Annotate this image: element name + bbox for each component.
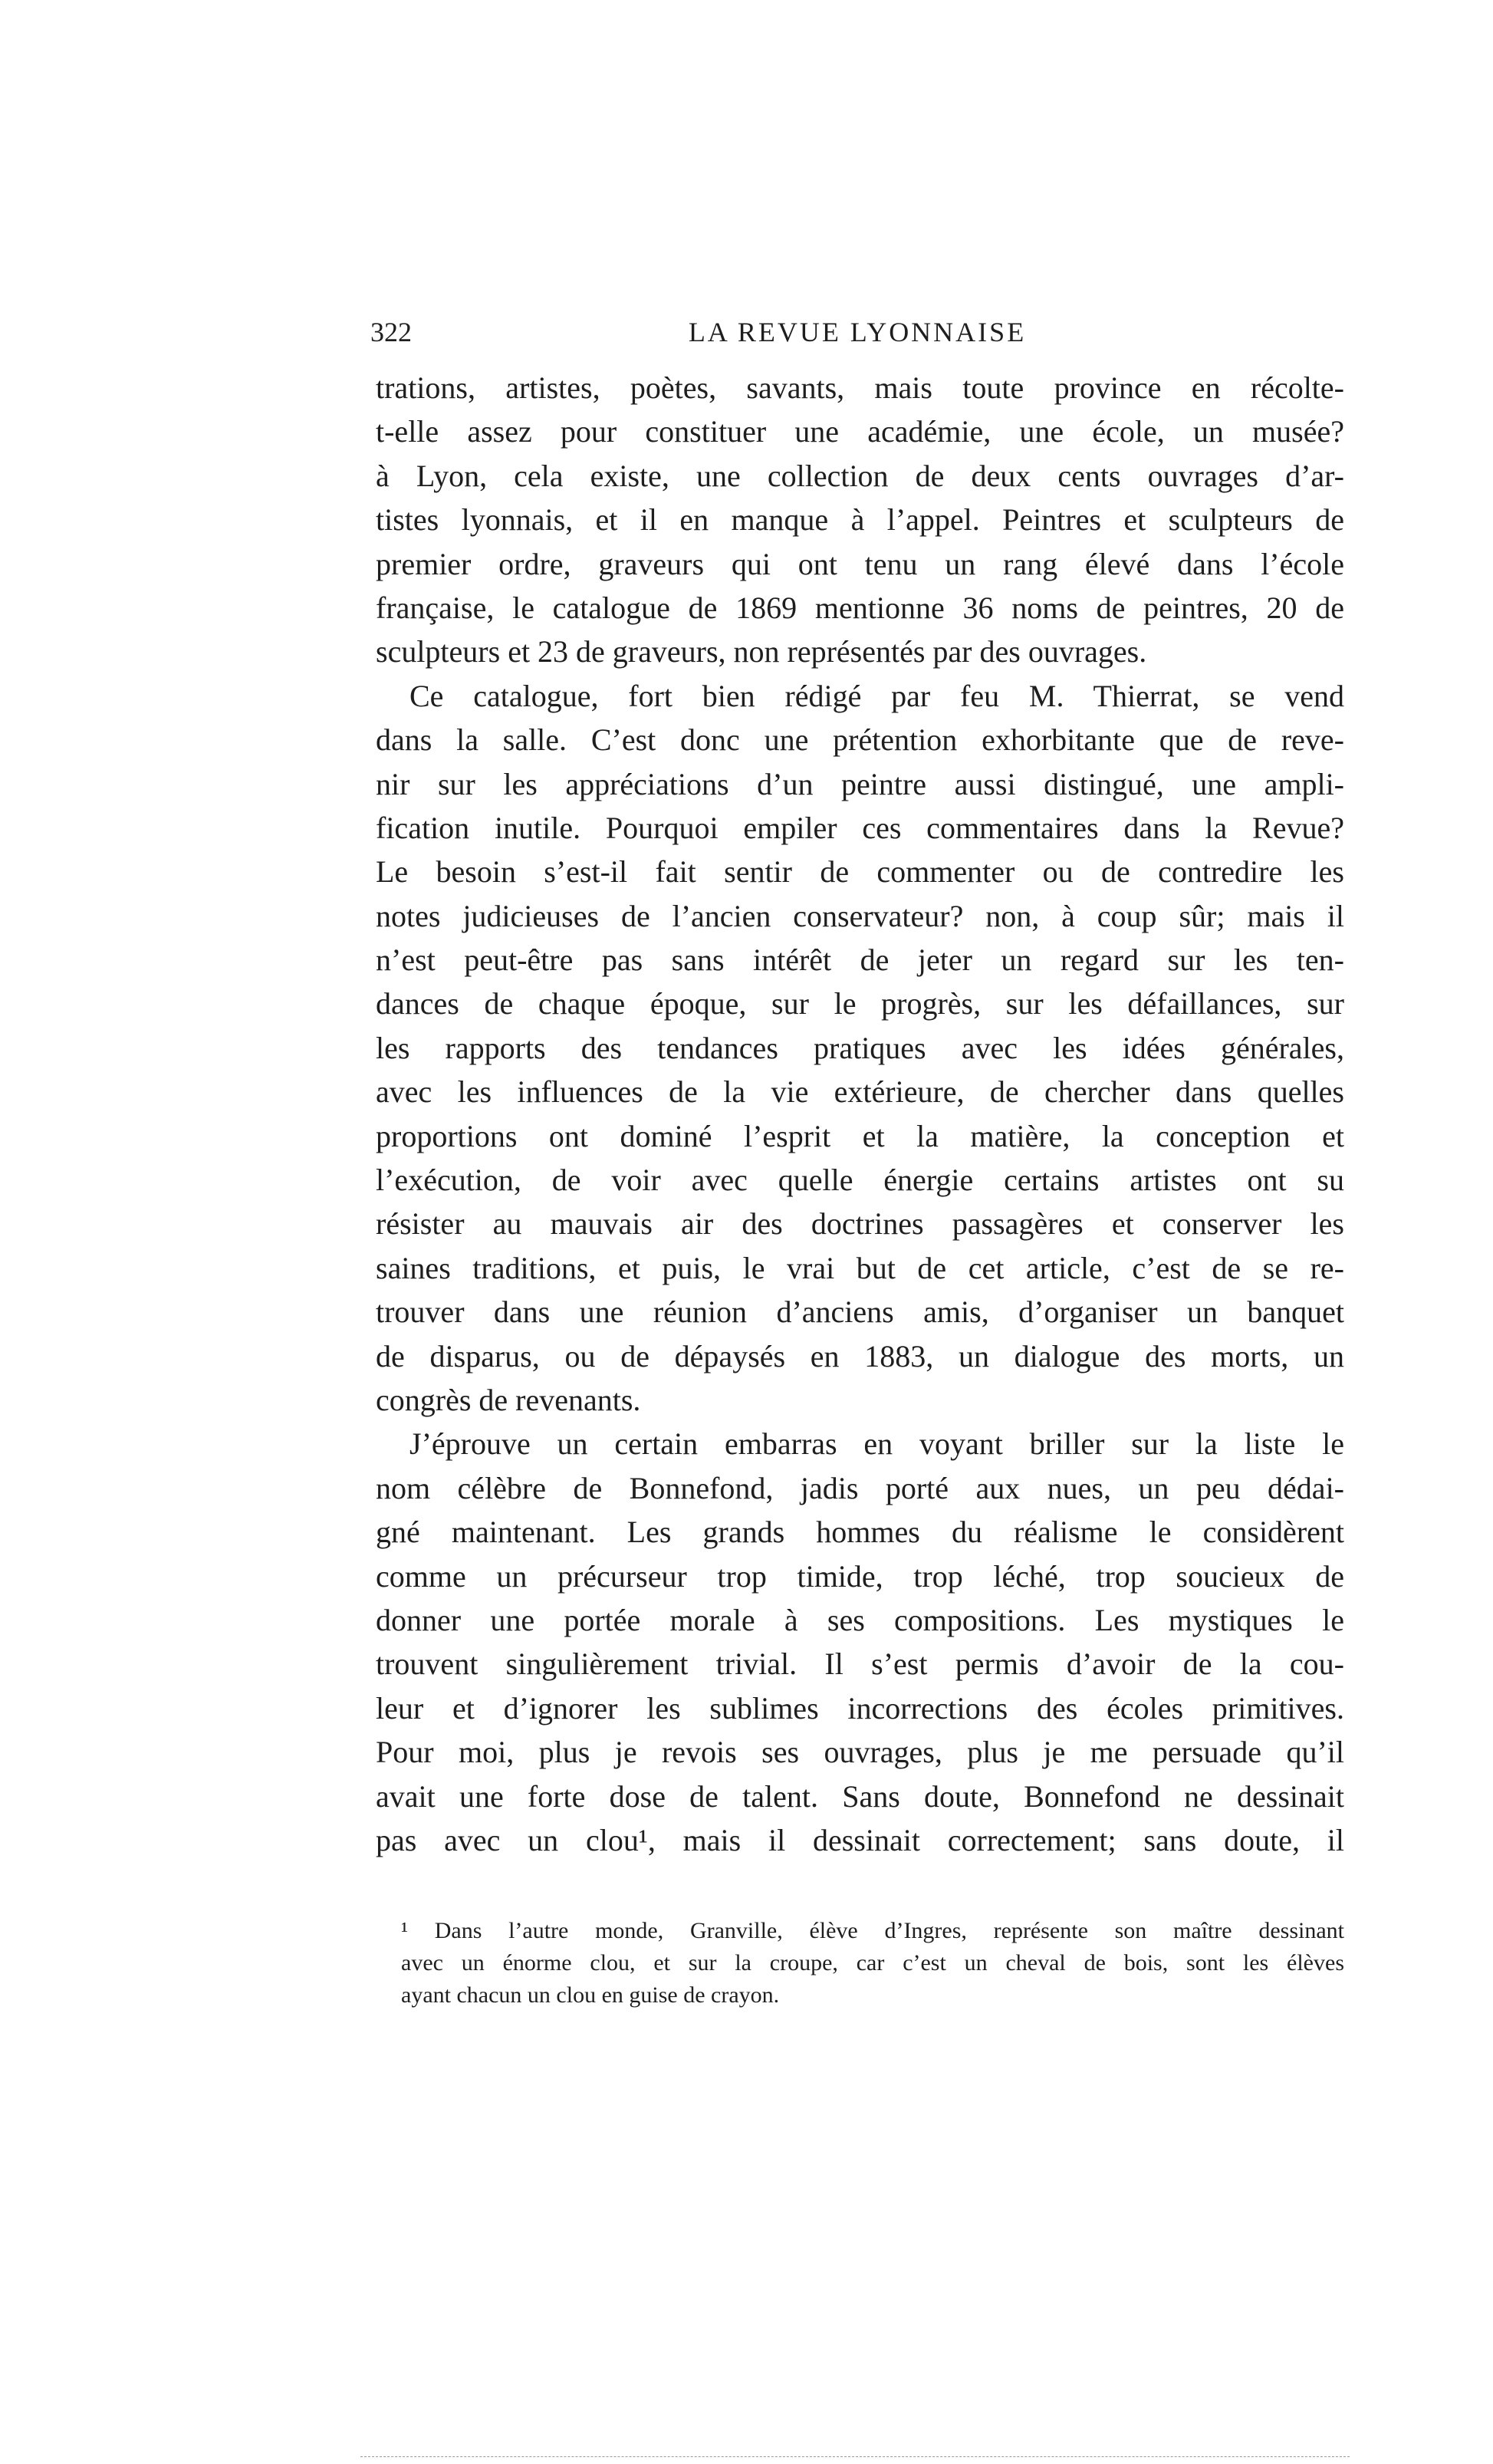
text-line: notes judicieuses de l’ancien conservateur? non, à coup sûr; mais il [376, 898, 1344, 933]
text-line: trouvent singulièrement trivial. Il s’est permis d’avoir de la cou- [376, 1647, 1344, 1682]
footnote-line: avec un énorme clou, et sur la croupe, car c’est un cheval de bois, sont les élèves [401, 1950, 1344, 1975]
footnotes [401, 1915, 1344, 2012]
text-line: les rapports des tendances pratiques avec les idées générales, [376, 1030, 1344, 1065]
footnote-line: ¹ Dans l’autre monde, Granville, élève d’Ingres, représente son maître dessinant [401, 1918, 1344, 1943]
bottom-rule [360, 2456, 1350, 2457]
text-line: résister au mauvais air des doctrines passagères et conserver les [376, 1206, 1344, 1242]
text-line: Le besoin s’est-il fait sentir de commenter ou de contredire les [376, 854, 1344, 890]
text-line: avait une forte dose de talent. Sans doute, Bonnefond ne dessinait [376, 1778, 1344, 1814]
text-line: sculpteurs et 23 de graveurs, non représentés par des ouvrages. [376, 634, 1147, 669]
text-line: proportions ont dominé l’esprit et la matière, la conception et [376, 1118, 1344, 1153]
text-line: tistes lyonnais, et il en manque à l’appel. Peintres et sculpteurs de [376, 502, 1344, 538]
text-line: trouver dans une réunion d’anciens amis, d’organiser un banquet [376, 1295, 1344, 1330]
body-text [376, 366, 1344, 1862]
text-line: avec les influences de la vie extérieure, de chercher dans quelles [376, 1074, 1344, 1110]
text-line: premier ordre, graveurs qui ont tenu un rang élevé dans l’école [376, 546, 1344, 581]
text-line: leur et d’ignorer les sublimes incorrections des écoles primitives. [376, 1690, 1344, 1725]
text-line: fication inutile. Pourquoi empiler ces commentaires dans la Revue? [376, 810, 1344, 845]
text-line: comme un précurseur trop timide, trop léché, trop soucieux de [376, 1558, 1344, 1594]
text-line: française, le catalogue de 1869 mentionne 36 noms de peintres, 20 de [376, 590, 1344, 625]
page-number: 322 [370, 317, 412, 347]
page-header [370, 313, 1344, 351]
text-line: t-elle assez pour constituer une académie, une école, un musée? [376, 414, 1344, 449]
text-line: à Lyon, cela existe, une collection de deux cents ouvrages d’ar- [376, 458, 1344, 493]
text-line: congrès de revenants. [376, 1382, 641, 1417]
text-line: dans la salle. C’est donc une prétention exhorbitante que de reve- [376, 722, 1344, 758]
text-line: l’exécution, de voir avec quelle énergie certains artistes ont su [376, 1163, 1344, 1198]
running-title: LA REVUE LYONNAISE [688, 317, 1027, 347]
text-line: nir sur les appréciations d’un peintre aussi distingué, une ampli- [376, 766, 1344, 801]
text-line: de disparus, ou de dépaysés en 1883, un dialogue des morts, un [376, 1338, 1344, 1373]
text-line: J’éprouve un certain embarras en voyant briller sur la liste le [409, 1426, 1344, 1462]
text-line: saines traditions, et puis, le vrai but de cet article, c’est de se re- [376, 1250, 1344, 1285]
text-line: donner une portée morale à ses compositions. Les mystiques le [376, 1602, 1344, 1637]
text-line: dances de chaque époque, sur le progrès, sur les défaillances, sur [376, 986, 1344, 1021]
text-line: Ce catalogue, fort bien rédigé par feu M. Thierrat, se vend [409, 678, 1344, 713]
text-line: pas avec un clou¹, mais il dessinait correctement; sans doute, il [376, 1822, 1344, 1857]
text-line: nom célèbre de Bonnefond, jadis porté aux nues, un peu dédai- [376, 1470, 1344, 1505]
text-line: trations, artistes, poètes, savants, mais toute province en récolte- [376, 370, 1344, 405]
text-line: gné maintenant. Les grands hommes du réalisme le considèrent [376, 1515, 1344, 1550]
footnote-line: ayant chacun un clou en guise de crayon. [401, 1982, 780, 2008]
text-line: n’est peut-être pas sans intérêt de jeter un regard sur les ten- [376, 943, 1344, 978]
text-line: Pour moi, plus je revois ses ouvrages, plus je me persuade qu’il [376, 1735, 1344, 1770]
